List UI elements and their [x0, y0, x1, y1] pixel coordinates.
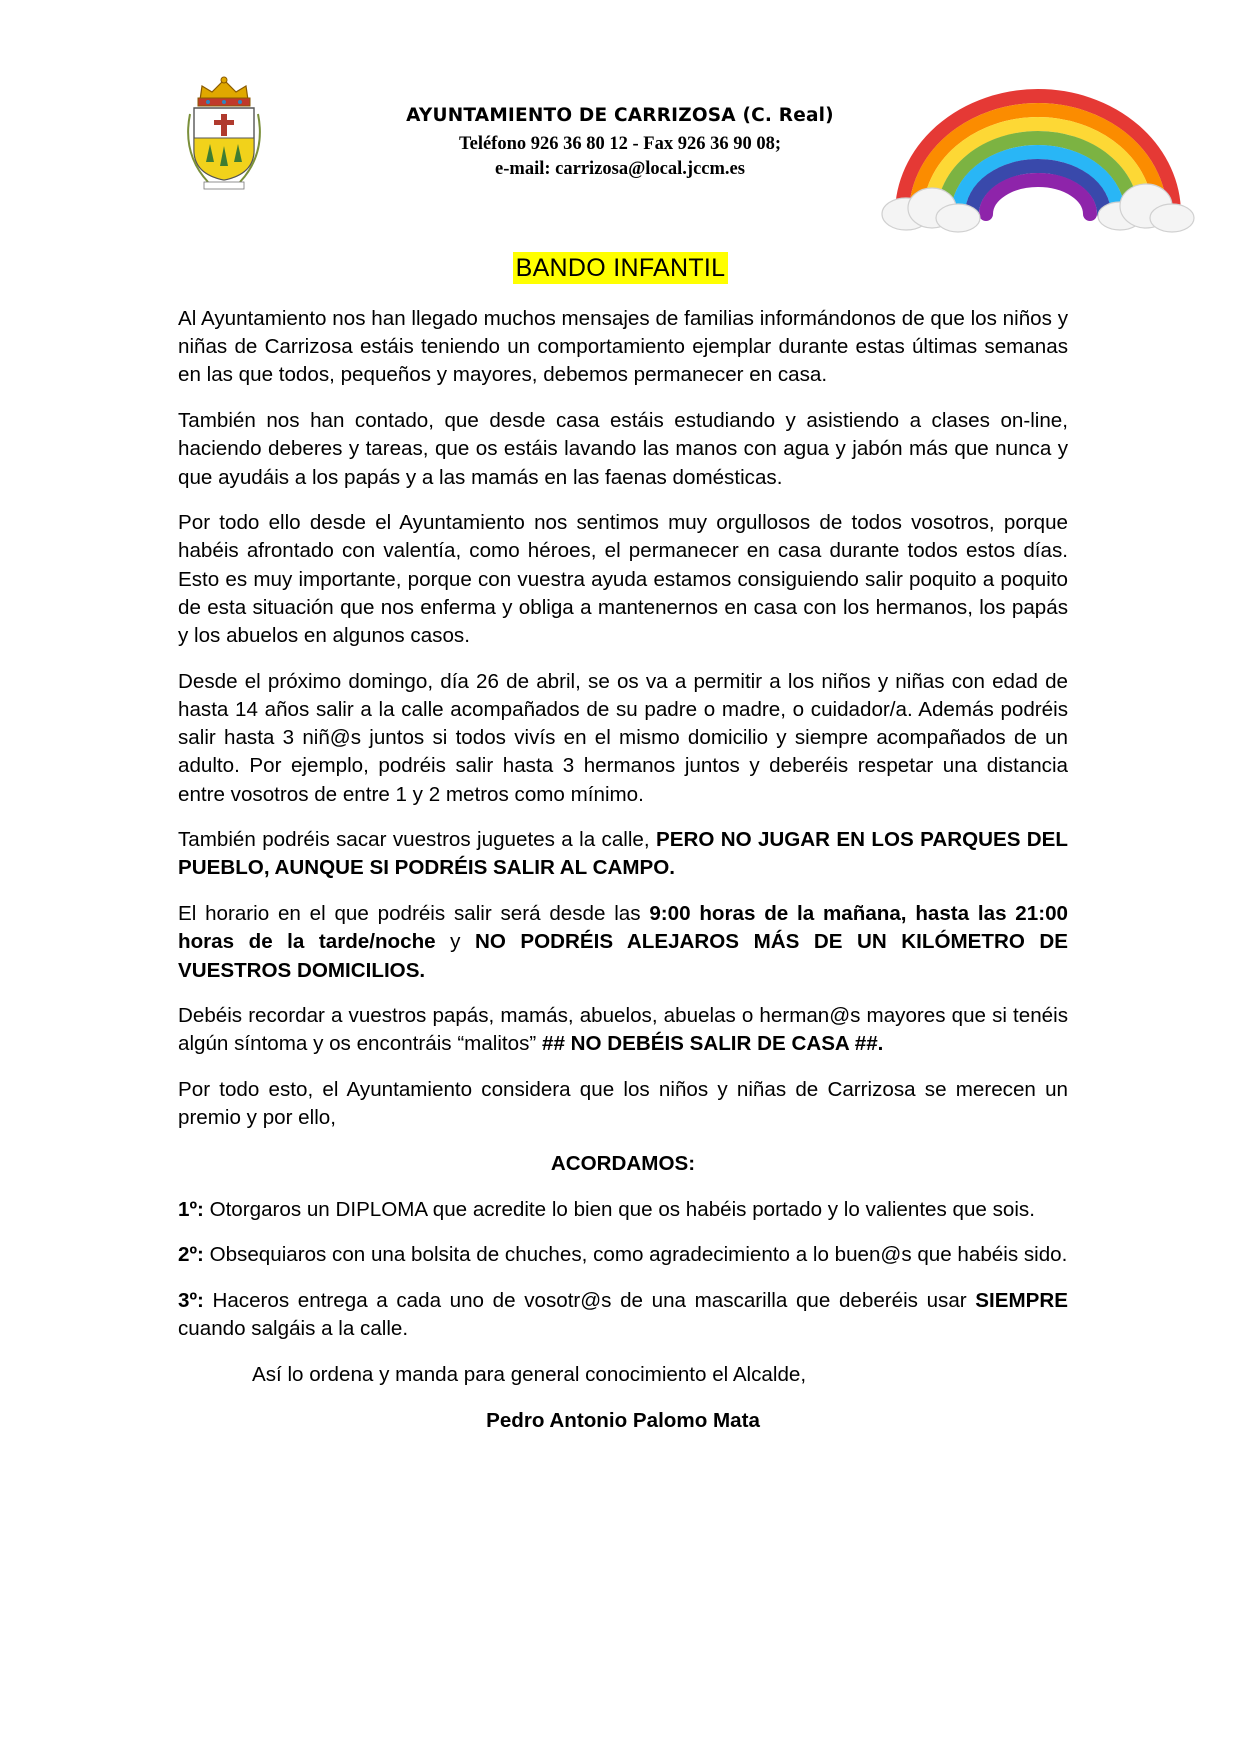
- item-number: 2º:: [178, 1243, 204, 1267]
- paragraph-6: [178, 900, 1068, 985]
- list-item-1: [178, 1196, 1068, 1224]
- paragraph-5: [178, 826, 1068, 882]
- paragraph-7-text: Debéis recordar a vuestros papás, mamás, abuelos, abuelas o herman@s mayores que si tenéis algún síntoma y os encontráis “malitos”: [178, 1004, 1068, 1056]
- rainbow-icon: [880, 74, 1196, 236]
- municipal-coat-of-arms-icon: [178, 74, 270, 192]
- paragraph-5-bold: PERO NO JUGAR EN LOS PARQUES DEL PUEBLO, AUNQUE SI PODRÉIS SALIR AL CAMPO.: [178, 828, 1068, 880]
- paragraph-5-text: También podréis sacar vuestros juguetes a la calle,: [178, 828, 656, 852]
- paragraph-2: También nos han contado, que desde casa estáis estudiando y asistiendo a clases on-line, haciendo deberes y tareas, que os estáis lavando las manos con agua y jabón más que nunca y que ayudáis a los papás y a las mamás en las faenas domésticas.: [178, 409, 1068, 489]
- item-text: Obsequiaros con una bolsita de chuches, como agradecimiento a lo buen@s que habéis sido.: [203, 1243, 1068, 1267]
- paragraph-6-conj: y: [435, 930, 475, 954]
- contact-phone-fax: [330, 132, 910, 157]
- acordamos-text: ACORDAMOS:: [550, 1152, 696, 1176]
- item-number: 3º:: [178, 1289, 204, 1313]
- paragraph-7: [178, 1002, 1068, 1058]
- contact-email: e-mail: carrizosa@local.jccm.es: [495, 159, 745, 179]
- paragraph-1: Al Ayuntamiento nos han llegado muchos mensajes de familias informándonos de que los niños y niñas de Carrizosa estáis teniendo un comportamiento ejemplar durante estas últimas semanas en las que todos, pequeños y mayores, debemos permanecer en casa.: [178, 307, 1068, 387]
- closing-line: Así lo ordena y manda para general conocimiento el Alcalde,: [252, 1363, 807, 1387]
- item-text-end: cuando salgáis a la calle.: [178, 1317, 409, 1341]
- distance-bold: NO PODRÉIS ALEJAROS MÁS DE UN KILÓMETRO DE VUESTROS DOMICILIOS.: [178, 930, 1068, 982]
- paragraph-7-bold: ## NO DEBÉIS SALIR DE CASA ##.: [541, 1032, 884, 1056]
- item-text: Haceros entrega a cada uno de vosotr@s de una mascarilla que deberéis usar: [203, 1289, 976, 1313]
- fax: Fax 926 36 90 08;: [643, 134, 782, 154]
- signatory-name: Pedro Antonio Palomo Mata: [486, 1408, 760, 1432]
- letterhead: [330, 105, 910, 182]
- schedule-bold: 9:00 horas de la mañana, hasta las 21:00 horas de la tarde/noche: [178, 902, 1068, 954]
- document-body: [178, 305, 1068, 1453]
- list-item-3: [178, 1287, 1068, 1343]
- paragraph-6-text: El horario en el que podréis salir será desde las: [178, 902, 650, 926]
- paragraph-3: Por todo ello desde el Ayuntamiento nos sentimos muy orgullosos de todos vosotros, porque habéis afrontado con valentía, como héroes, el permanecer en casa durante todos estos días. Esto es muy importante, porque con vuestra ayuda estamos consiguiendo salir poquito a poquito de esta situación que nos enferma y obliga a mantenernos en casa con los hermanos, los papás y los abuelos en algunos casos.: [178, 511, 1068, 648]
- paragraph-8: Por todo esto, el Ayuntamiento considera que los niños y niñas de Carrizosa se merecen un premio y por ello,: [178, 1078, 1068, 1130]
- list-item-2: [178, 1241, 1068, 1269]
- document-title: BANDO INFANTIL: [513, 252, 729, 284]
- acordamos-heading: [178, 1150, 1068, 1178]
- separator: -: [627, 134, 644, 154]
- item-number: 1º:: [178, 1197, 204, 1221]
- paragraph-4: Desde el próximo domingo, día 26 de abril, se os va a permitir a los niños y niñas con edad de hasta 14 años salir a la calle acompañados de su padre o madre, o cuidador/a. Además podréis salir hasta 3 niñ@s juntos si todos vivís en el mismo domicilio y siempre acompañados de un adulto. Por ejemplo, podréis salir hasta 3 hermanos juntos y deberéis respetar una distancia entre vosotros de entre 1 y 2 metros como mínimo.: [178, 669, 1068, 806]
- signatory: [178, 1407, 1068, 1435]
- organization-name: AYUNTAMIENTO DE CARRIZOSA (C. Real): [406, 105, 834, 126]
- phone: Teléfono 926 36 80 12: [458, 134, 628, 154]
- item-text: Otorgaros un DIPLOMA que acredite lo bien que os habéis portado y lo valientes que sois.: [203, 1197, 1035, 1221]
- item-bold: SIEMPRE: [975, 1289, 1068, 1313]
